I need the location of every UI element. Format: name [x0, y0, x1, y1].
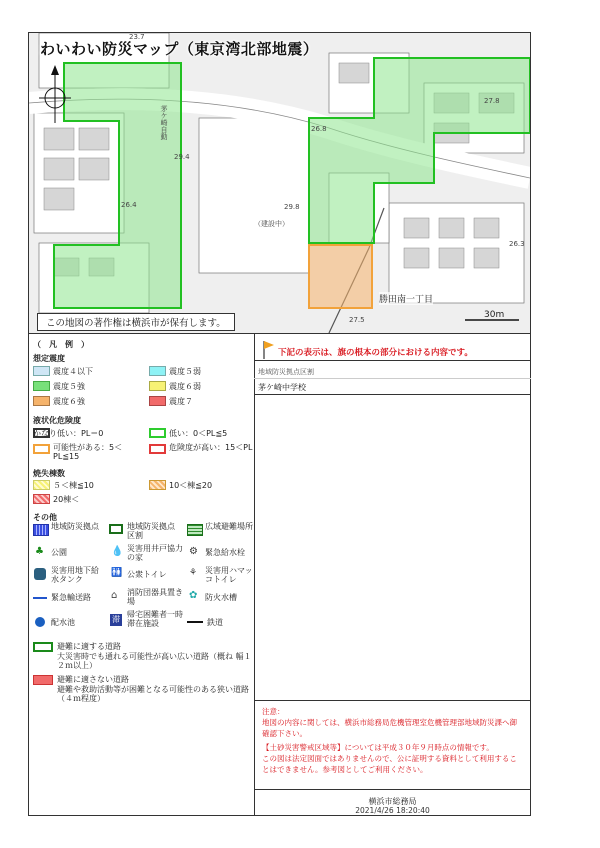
legend-title: （ 凡 例 ）: [33, 340, 89, 349]
other-label: 災害用地下給水タンク: [51, 566, 99, 584]
district-label: 地域防災拠点区割: [258, 368, 314, 376]
liquefaction-label: 可能性がある：5＜PL≦15: [53, 443, 123, 461]
suitable-road-desc: 大災害時でも通れる可能性が高い広い道路（概ね 幅１２ｍ以上）: [57, 652, 252, 670]
burn-label: 10＜棟≦20: [169, 481, 213, 490]
toilet-icon: 🚻: [111, 568, 123, 578]
caution-text-3: この図は法定図面ではありませんので、公に証明する資料として利用することはできません。参考図としてご利用ください。: [262, 754, 517, 774]
seismic-label: 震度４以下: [53, 367, 93, 376]
district-boundary-icon: [109, 524, 123, 534]
other-heading: その他: [33, 513, 57, 522]
fire-cistern-icon: ✿: [189, 590, 198, 601]
map-label-elevation: 27.8: [484, 97, 500, 105]
caution-text-1: 地図の内容に関しては、横浜市総務局危機管理室危機管理部地域防災課へ御確認下さい。: [262, 718, 517, 738]
suitable-road-label: 避難に適する道路: [57, 642, 121, 651]
map-label-elevation: 29.4: [174, 153, 190, 161]
burn-swatch: [33, 480, 50, 490]
map-label-construction: （建設中）: [254, 220, 289, 228]
park-icon: ♣: [35, 546, 44, 557]
flag-icon: [261, 340, 275, 360]
caution-text-2: 【土砂災害警戒区域等】については平成３０年９月時点の情報です。: [262, 743, 494, 752]
caution-title: 注意：: [262, 707, 285, 716]
reservoir-icon: [35, 617, 45, 627]
temporary-stay-icon: 滞: [112, 615, 120, 624]
other-label: 災害用井戸協力の家: [127, 544, 183, 562]
map-label-elevation: 26.8: [311, 125, 327, 133]
caution-separator: [254, 700, 531, 701]
flag-note: 下記の表示は、旗の根本の部分における内容です。: [278, 348, 473, 358]
water-tap-icon: ⚙: [189, 546, 198, 557]
fire-equipment-icon: ⌂: [111, 590, 118, 601]
footer-separator: [254, 789, 531, 790]
map-area[interactable]: [29, 33, 530, 334]
suitable-road-swatch: [33, 642, 53, 652]
seismic-swatch: [33, 381, 50, 391]
other-label: 広域避難場所: [205, 522, 253, 531]
info-separator: [254, 378, 531, 379]
seismic-label: 震度５弱: [169, 367, 201, 376]
liquefaction-heading: 液状化危険度: [33, 416, 81, 425]
other-label: 帰宅困難者一時滞在施設: [127, 610, 183, 628]
other-label: 消防団器具置き場: [127, 588, 183, 606]
issuer: 横浜市総務局: [368, 797, 417, 806]
burn-heading: 焼失棟数: [33, 469, 65, 478]
burn-swatch: [33, 494, 50, 504]
liquefaction-label: 危険度が高い：15＜PL: [169, 443, 253, 452]
copyright-notice: この地図の著作権は横浜市が保有します。: [37, 313, 235, 331]
seismic-swatch: [33, 396, 50, 406]
seismic-swatch: [149, 366, 166, 376]
seismic-label: 震度６強: [53, 397, 85, 406]
map-label-elevation: 23.7: [129, 33, 145, 41]
burn-label: ５＜棟≦10: [53, 481, 94, 490]
legend: [29, 334, 254, 814]
burn-label: 20棟＜: [53, 495, 80, 504]
other-label: 災害用ハマッコトイレ: [205, 566, 253, 584]
other-label: 緊急輸送路: [51, 593, 91, 602]
seismic-label: 震度６弱: [169, 382, 201, 391]
well-icon: 💧: [111, 546, 124, 557]
liquefaction-swatch: [33, 444, 50, 454]
other-label: 防火水槽: [205, 593, 237, 602]
other-label: 地域防災拠点: [51, 522, 99, 531]
map-canvas: [29, 33, 530, 333]
other-label: 配水池: [51, 618, 75, 627]
seismic-swatch: [149, 396, 166, 406]
district-value: 茅ケ崎中学校: [258, 383, 306, 392]
liquefaction-label: かなり低い：PL＝0: [33, 429, 104, 438]
hamakko-toilet-icon: ⚘: [189, 568, 198, 578]
map-label-elevation: 26.3: [509, 240, 525, 248]
map-label-road: 茅ケ崎自動: [160, 105, 168, 140]
other-label: 公園: [51, 548, 67, 557]
wide-area-shelter-icon: [187, 524, 203, 536]
map-label-elevation: 26.4: [121, 201, 137, 209]
liquefaction-swatch: [149, 444, 166, 454]
info-separator: [254, 360, 531, 361]
legend-divider: [254, 334, 255, 816]
scale-label: 30m: [484, 310, 505, 320]
seismic-label: 震度７: [169, 397, 193, 406]
seismic-swatch: [33, 366, 50, 376]
liquefaction-label: 低い：0＜PL≦5: [169, 429, 228, 438]
caution-block: [262, 706, 524, 775]
evacuation-base-icon: [33, 524, 49, 536]
seismic-swatch: [149, 381, 166, 391]
unsuitable-road-label: 避難に適さない道路: [57, 675, 129, 684]
map-label-elevation: 27.5: [349, 316, 365, 324]
water-tank-icon: [34, 568, 46, 580]
unsuitable-road-desc: 避難や救助活動等が困難となる可能性のある狭い道路（４ｍ程度）: [57, 685, 249, 703]
liquefaction-swatch: [149, 428, 166, 438]
other-label: 地域防災拠点区割: [127, 522, 175, 540]
place-name-label: 勝田南一丁目: [379, 292, 433, 305]
railway-icon: [187, 621, 203, 623]
other-label: 緊急給水栓: [205, 548, 245, 557]
other-label: 公衆トイレ: [127, 570, 167, 579]
other-label: 鉄道: [207, 618, 223, 627]
seismic-label: 震度５強: [53, 382, 85, 391]
info-separator: [254, 394, 531, 395]
emergency-route-icon: [33, 597, 47, 599]
map-label-elevation: 29.8: [284, 203, 300, 211]
map-title: わいわい防災マップ（東京湾北部地震）: [40, 40, 319, 58]
burn-swatch: [149, 480, 166, 490]
print-datetime: 2021/4/26 18:20:40: [355, 806, 430, 815]
seismic-heading: 想定震度: [33, 354, 65, 363]
unsuitable-road-swatch: [33, 675, 53, 685]
